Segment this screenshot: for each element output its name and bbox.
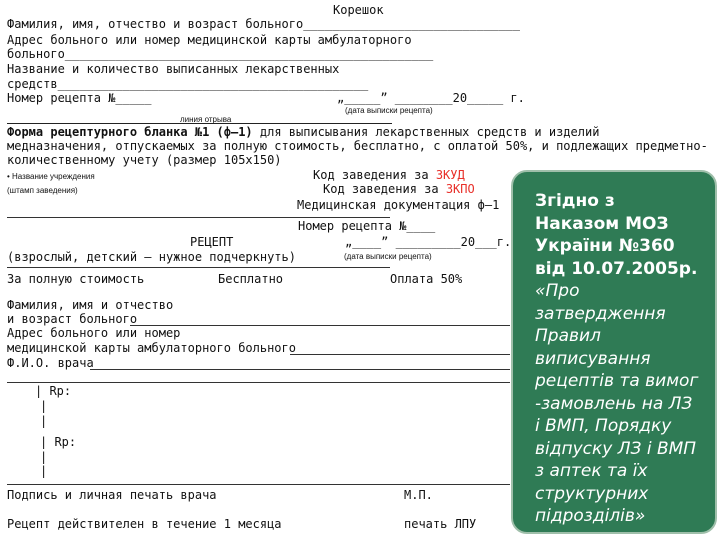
stub-rx-number: Номер рецепта №_____: [7, 91, 152, 105]
tear-line: [7, 123, 392, 124]
order-callout: [511, 170, 717, 534]
stub-rx-date: „_____” ________20_____ г.: [337, 91, 525, 105]
med-doc: Медицинская документация ф–1: [297, 198, 500, 212]
form-date-caption: (дата выписки рецепта): [344, 252, 432, 261]
divider-4: [7, 484, 510, 485]
callout-italic-line: з аптек та їх: [535, 461, 648, 481]
callout-italic-line: «Про: [535, 281, 580, 301]
code-zkud-label: Код заведения за: [313, 168, 436, 182]
institution-name-label: • Название учреждения: [7, 172, 95, 181]
age-note: (взрослый, детский – нужное подчеркнуть): [7, 250, 296, 264]
patient-underline: [130, 325, 510, 326]
form-heading-rest: для выписывания лекарственных средств и изделий: [252, 125, 600, 139]
free: Бесплатно: [218, 272, 284, 286]
address-underline: [290, 354, 510, 355]
validity: Рецепт действителен в течение 1 месяца: [7, 517, 282, 531]
rp-1: | Rp:: [35, 384, 72, 398]
form-rx-date: „____” _________20___г.: [345, 235, 512, 249]
callout-bold-line: Наказом МОЗ: [535, 213, 669, 234]
code-zkpo-value: ЗКПО: [445, 182, 475, 196]
signature: Подпись и личная печать врача: [7, 488, 217, 502]
callout-italic-line: Правил: [535, 326, 601, 346]
callout-text: [535, 190, 715, 528]
callout-italic-line: рецептів та вимог: [535, 371, 699, 391]
pay-50: Оплата 50%: [390, 272, 463, 286]
rp-1-bar-1: |: [40, 399, 48, 413]
divider-3: [7, 382, 510, 383]
callout-italic-line: виписування: [535, 348, 651, 369]
callout-bold-line: України №360: [535, 236, 675, 256]
patient-line-1: Фамилия, имя и отчество: [7, 298, 174, 312]
code-zkpo: [323, 182, 475, 197]
form-heading: [7, 125, 711, 140]
form-heading-bold: Форма рецептурного бланка №1 (ф–1): [7, 125, 253, 139]
stub-address-line-1: Адрес больного или номер медицинской карты амбулаторного: [7, 33, 412, 47]
stub-drug-line-1: Название и количество выписанных лекарственных: [7, 62, 340, 76]
callout-italic-line: відпуску ЛЗ і ВМП: [535, 438, 697, 459]
stub-drug-line-2: средств___________________________________________: [7, 77, 369, 91]
address-line-1: Адрес больного или номер: [7, 326, 181, 340]
divider-1: [7, 217, 390, 218]
callout-italic-line: структурних: [535, 483, 649, 504]
doctor-underline: [90, 369, 510, 370]
rp-2-bar-2: |: [40, 464, 48, 478]
rp-2-bar-1: |: [40, 450, 48, 464]
callout-bold-line: Згідно з: [535, 191, 615, 211]
form-rx-number: Номер рецепта №____: [298, 219, 436, 233]
rp-2: | Rp:: [40, 435, 77, 449]
stub-title: Корешок: [333, 3, 384, 17]
address-line-2: медицинской карты амбулаторного больного: [7, 341, 296, 355]
stamp-mp: М.П.: [404, 488, 433, 502]
recipe-title: РЕЦЕПТ: [190, 235, 234, 249]
patient-line-2: и возраст больного: [7, 312, 138, 326]
rp-1-bar-2: |: [40, 414, 48, 428]
callout-italic-line: підрозділів»: [535, 506, 646, 526]
divider-2: [7, 267, 390, 268]
stub-date-caption: (дата выписки рецепта): [345, 106, 433, 115]
code-zkud-value: ЗКУД: [435, 168, 465, 182]
callout-bold-line: від 10.07.2005р.: [535, 258, 698, 279]
code-zkud: [313, 168, 465, 183]
doctor-name: Ф.И.О. врача: [7, 356, 94, 370]
stub-patient-line: Фамилия, имя, отчество и возраст больного______________________________: [7, 17, 520, 31]
callout-italic-line: -замовлень на ЛЗ: [535, 393, 693, 414]
pharmacy-stamp: печать ЛПУ: [404, 517, 477, 531]
form-heading-line-2: медназначения, отпускаемых за полную стоимость, бесплатно, с оплатой 50%, и подлежащих предметно-: [7, 139, 708, 153]
callout-italic-line: і ВМП, Порядку: [535, 416, 672, 436]
stub-address-line-2: больного___________________________________________________: [7, 47, 434, 61]
tear-line-label: линия отрыва: [180, 115, 232, 124]
full-cost: За полную стоимость: [7, 272, 145, 286]
stamp-label: (штамп заведения): [7, 186, 78, 195]
form-heading-line-3: количественному учету (размер 105х150): [7, 153, 282, 167]
code-zkpo-label: Код заведения за: [323, 182, 446, 196]
callout-italic-line: затвердження: [535, 303, 666, 324]
